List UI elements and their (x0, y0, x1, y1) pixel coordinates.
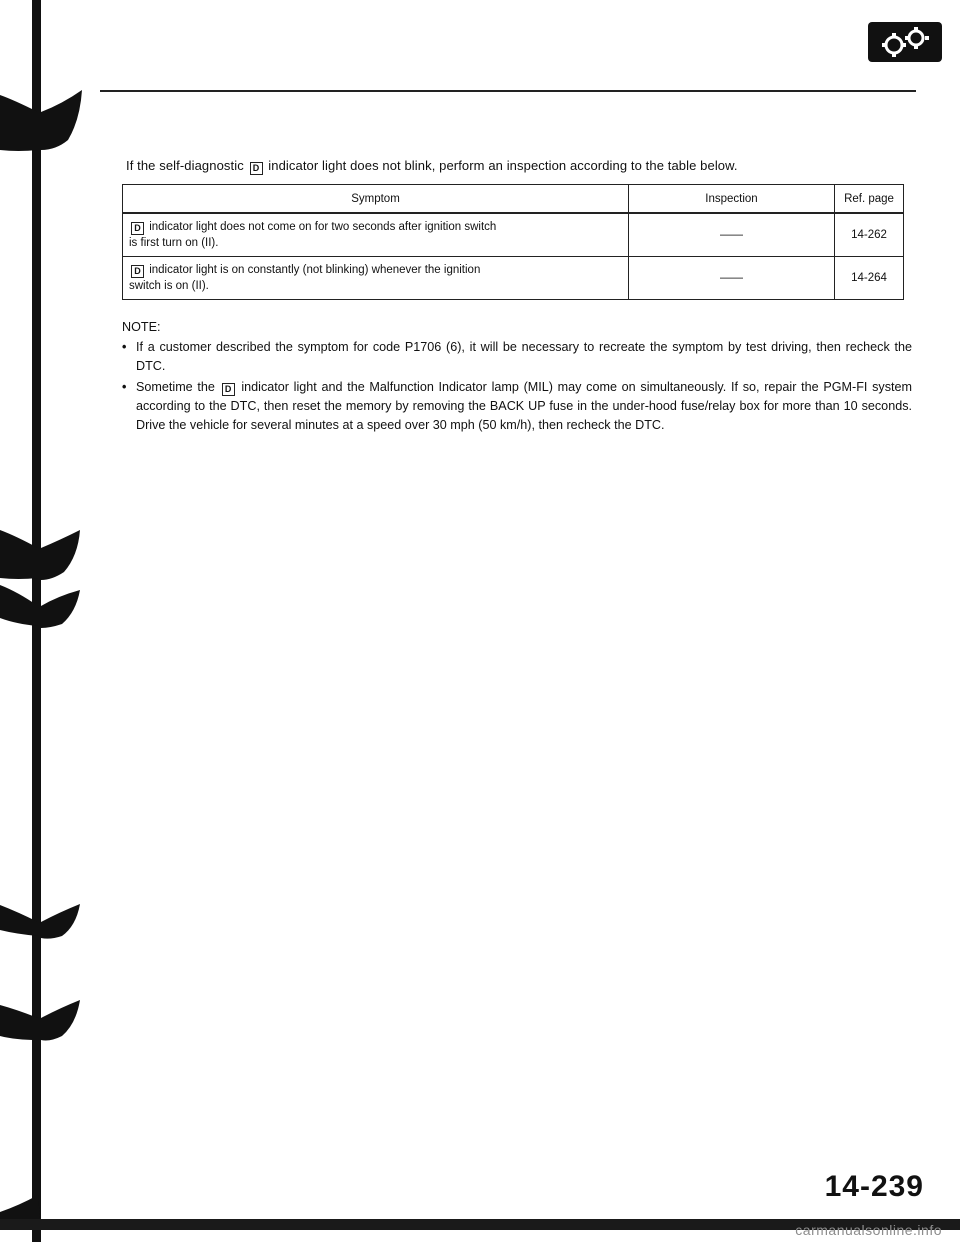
symptom-table (122, 184, 904, 300)
header-ref-page: Ref. page (835, 185, 904, 214)
gears-icon (868, 22, 942, 62)
inspection-cell: —— (629, 257, 835, 300)
intro-text-before: If the self-diagnostic (126, 158, 244, 173)
inspection-cell: —— (629, 213, 835, 257)
header-inspection: Inspection (629, 185, 835, 214)
symptom-line: is first turn on (II). (129, 237, 219, 249)
note-item (122, 378, 912, 435)
note-item (122, 338, 912, 376)
note-section (122, 318, 912, 437)
d-indicator-icon: D (131, 265, 144, 278)
note-item-text: If a customer described the symptom for code P1706 (6), it will be necessary to recreate the symptom by test driving, then recheck the DTC. (136, 340, 912, 373)
note-list (122, 338, 912, 435)
intro-text-after: indicator light does not blink, perform an inspection according to the table below. (268, 158, 738, 173)
symptom-line: switch is on (II). (129, 280, 209, 292)
note-title: NOTE: (122, 320, 161, 334)
intro-paragraph (126, 158, 916, 175)
symptom-line: indicator light is on constantly (not blinking) whenever the ignition (149, 264, 481, 276)
table-header-row (123, 185, 904, 214)
header-symptom: Symptom (123, 185, 629, 214)
header-rule (100, 90, 916, 92)
table-row (123, 213, 904, 257)
ref-page-cell: 14-264 (835, 257, 904, 300)
binding-edge (0, 0, 100, 1242)
d-indicator-icon: D (250, 162, 263, 175)
d-indicator-icon: D (222, 383, 235, 396)
ref-page-cell: 14-262 (835, 213, 904, 257)
watermark: carmanualsonline.info (795, 1222, 942, 1238)
table-row (123, 257, 904, 300)
symptom-line: indicator light does not come on for two seconds after ignition switch (149, 221, 497, 233)
symptom-cell (123, 257, 629, 300)
page-number: 14-239 (824, 1170, 924, 1203)
symptom-cell (123, 213, 629, 257)
bullet: • (122, 340, 127, 354)
d-indicator-icon: D (131, 222, 144, 235)
note-item-text-after: indicator light and the Malfunction Indicator lamp (MIL) may come on simultaneously. If so, repair the PGM-FI system according to the DTC, then reset the memory by removing the BACK UP fuse in the under-hood fuse/relay box for more than 10 seconds. Drive the vehicle for several minutes at a speed over 30 mph (50 km/h), then recheck the DTC. (136, 380, 913, 432)
bullet: • (122, 380, 127, 394)
note-item-text-before: Sometime the (136, 380, 215, 394)
